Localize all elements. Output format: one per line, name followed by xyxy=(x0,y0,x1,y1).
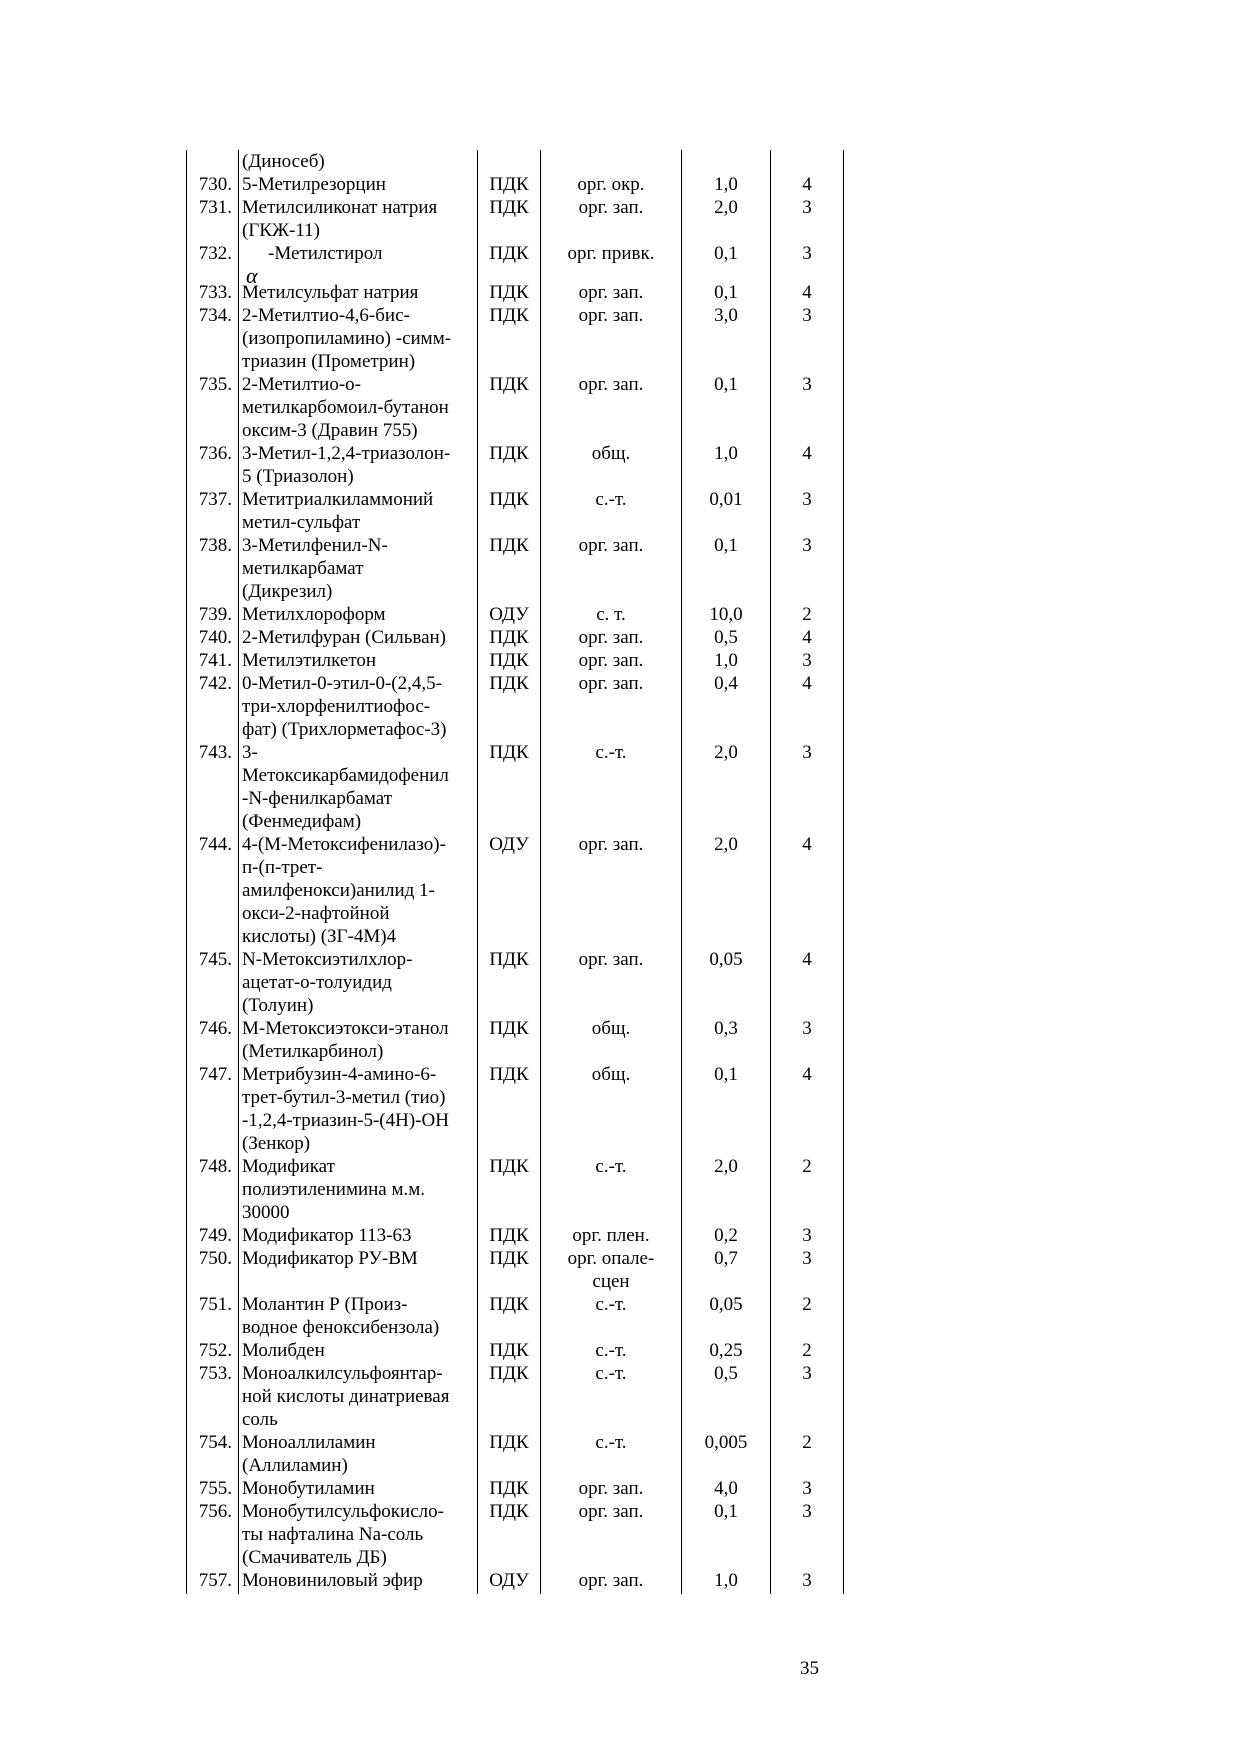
substance-name xyxy=(242,1339,476,1362)
norm-type: ПДК xyxy=(489,282,529,303)
substance-name-line: (ГКЖ-11) xyxy=(242,220,320,241)
hazard-class: 3 xyxy=(802,742,812,763)
hazard-class: 2 xyxy=(802,1340,812,1361)
row-number: 755. xyxy=(198,1478,232,1499)
row-number: 751. xyxy=(198,1294,232,1315)
hazard-class: 2 xyxy=(802,604,812,625)
substance-table xyxy=(186,150,845,1594)
substance-name-line: Моновиниловый эфир xyxy=(242,1570,423,1591)
row-number: 742. xyxy=(198,673,232,694)
substance-name-line: Модификатор РУ-ВМ xyxy=(242,1248,418,1269)
substance-name xyxy=(242,242,476,265)
hazard-class: 4 xyxy=(802,673,812,694)
harm-category: орг. зап. xyxy=(578,1570,644,1591)
substance-name-line: оксим-3 (Дравин 755) xyxy=(242,420,418,441)
column-divider xyxy=(540,150,541,1594)
hazard-class: 4 xyxy=(802,282,812,303)
hazard-class: 3 xyxy=(802,535,812,556)
substance-name xyxy=(242,488,476,534)
hazard-class: 3 xyxy=(802,1018,812,1039)
hazard-class: 4 xyxy=(802,174,812,195)
substance-name-line: -1,2,4-триазин-5-(4Н)-ОН xyxy=(242,1110,449,1131)
substance-name xyxy=(242,948,476,1017)
hazard-class: 4 xyxy=(802,1064,812,1085)
page-number: 35 xyxy=(800,1658,819,1679)
limit-value: 4,0 xyxy=(714,1478,738,1499)
limit-value: 10,0 xyxy=(709,604,743,625)
norm-type: ПДК xyxy=(489,650,529,671)
limit-value: 0,3 xyxy=(714,1018,738,1039)
substance-name xyxy=(242,1431,476,1477)
column-divider xyxy=(477,150,478,1594)
harm-category: орг. зап. xyxy=(578,949,644,970)
row-number: 735. xyxy=(198,374,232,395)
hazard-class: 3 xyxy=(802,1248,812,1269)
harm-category: орг. окр. xyxy=(577,174,645,195)
norm-type: ПДК xyxy=(489,1340,529,1361)
harm-category: с.-т. xyxy=(595,1156,627,1177)
norm-type: ПДК xyxy=(489,742,529,763)
norm-type: ОДУ xyxy=(489,604,529,625)
limit-value: 2,0 xyxy=(714,197,738,218)
substance-name-line: -N-фенилкарбамат xyxy=(242,788,393,809)
harm-category: орг. зап. xyxy=(578,535,644,556)
harm-category: орг. плен. xyxy=(572,1225,650,1246)
norm-type: ПДК xyxy=(489,1018,529,1039)
substance-name-line: метил-сульфат xyxy=(242,512,361,533)
row-number: 741. xyxy=(198,650,232,671)
substance-name xyxy=(242,304,476,373)
row-number: 745. xyxy=(198,949,232,970)
norm-type: ПДК xyxy=(489,174,529,195)
substance-name-line: 0-Метил-0-этил-0-(2,4,5- xyxy=(242,673,442,694)
hazard-class: 3 xyxy=(802,1478,812,1499)
harm-category: с.-т. xyxy=(595,1432,627,1453)
harm-category: орг. зап. xyxy=(578,374,644,395)
substance-name-line: (Метилкарбинол) xyxy=(242,1041,384,1062)
substance-name-line: Метоксикарбамидофенил xyxy=(242,765,449,786)
substance-name-line: полиэтиленимина м.м. xyxy=(242,1179,426,1200)
harm-category: с.-т. xyxy=(595,742,627,763)
substance-name-line: (Дикрезил) xyxy=(242,581,333,602)
harm-category: орг. зап. xyxy=(578,282,644,303)
substance-name xyxy=(242,1293,476,1339)
substance-name-line: Монобутилсульфокисло- xyxy=(242,1501,444,1522)
substance-name-line: Молантин Р (Произ- xyxy=(242,1294,408,1315)
substance-name-line: 3- xyxy=(242,742,258,763)
hazard-class: 3 xyxy=(802,305,812,326)
norm-type: ПДК xyxy=(489,374,529,395)
hazard-class: 4 xyxy=(802,627,812,648)
norm-type: ПДК xyxy=(489,1225,529,1246)
row-number: 746. xyxy=(198,1018,232,1039)
harm-category: с. т. xyxy=(596,604,626,625)
substance-name-line: соль xyxy=(242,1409,278,1430)
harm-category: с.-т. xyxy=(595,1294,627,1315)
limit-value: 0,2 xyxy=(714,1225,738,1246)
hazard-class: 3 xyxy=(802,243,812,264)
norm-type: ПДК xyxy=(489,443,529,464)
row-number: 744. xyxy=(198,834,232,855)
substance-name-line: (изопропиламино) -симм- xyxy=(242,328,452,349)
substance-name-line: метилкарбомоил-бутанон xyxy=(242,397,449,418)
norm-type: ПДК xyxy=(489,489,529,510)
hazard-class: 2 xyxy=(802,1432,812,1453)
hazard-class: 3 xyxy=(802,650,812,671)
substance-name-line: п-(п-трет- xyxy=(242,857,323,878)
norm-type: ПДК xyxy=(489,1501,529,1522)
limit-value: 0,05 xyxy=(709,949,743,970)
substance-name-line: три-хлорфенилтиофос- xyxy=(242,696,431,717)
substance-name-line: Модификат xyxy=(242,1156,335,1177)
limit-value: 0,1 xyxy=(714,1501,738,1522)
hazard-class: 4 xyxy=(802,834,812,855)
limit-value: 1,0 xyxy=(714,650,738,671)
row-number: 750. xyxy=(198,1248,232,1269)
limit-value: 0,5 xyxy=(714,1363,738,1384)
row-number: 734. xyxy=(198,305,232,326)
hazard-class: 4 xyxy=(802,443,812,464)
hazard-class: 4 xyxy=(802,949,812,970)
substance-name xyxy=(242,442,476,488)
norm-type: ПДК xyxy=(489,1432,529,1453)
limit-value: 0,1 xyxy=(714,282,738,303)
hazard-class: 3 xyxy=(802,1363,812,1384)
substance-name-line: трет-бутил-3-метил (тио) xyxy=(242,1087,446,1108)
substance-name-line: амилфенокси)анилид 1- xyxy=(242,880,435,901)
substance-name-line: Метилсульфат натрия xyxy=(242,282,419,303)
row-number: 737. xyxy=(198,489,232,510)
substance-name xyxy=(242,603,476,626)
substance-name xyxy=(242,281,476,304)
norm-type: ПДК xyxy=(489,305,529,326)
row-number: 731. xyxy=(198,197,232,218)
substance-name xyxy=(242,373,476,442)
substance-name-line: 4-(М-Метоксифенилазо)- xyxy=(242,834,446,855)
limit-value: 0,1 xyxy=(714,243,738,264)
norm-type: ПДК xyxy=(489,243,529,264)
norm-type: ПДК xyxy=(489,1248,529,1269)
substance-name-line: 2-Метилтио-4,6-бис- xyxy=(242,305,410,326)
substance-name-line: кислоты) (ЗГ-4М)4 xyxy=(242,926,397,947)
row-number: 740. xyxy=(198,627,232,648)
substance-name-line: Метилсиликонат натрия xyxy=(242,197,438,218)
substance-name xyxy=(242,196,476,242)
column-divider xyxy=(681,150,682,1594)
harm-category: орг. зап. xyxy=(578,305,644,326)
harm-category: общ. xyxy=(591,1064,631,1085)
norm-type: ОДУ xyxy=(489,1570,529,1591)
substance-name xyxy=(242,672,476,741)
substance-name xyxy=(242,534,476,603)
substance-name xyxy=(242,173,476,196)
limit-value: 0,1 xyxy=(714,374,738,395)
substance-name xyxy=(242,626,476,649)
harm-category: общ. xyxy=(591,443,631,464)
limit-value: 3,0 xyxy=(714,305,738,326)
limit-value: 0,1 xyxy=(714,535,738,556)
substance-name-line: (Диносеб) xyxy=(242,151,325,172)
row-number: 752. xyxy=(198,1340,232,1361)
hazard-class: 3 xyxy=(802,1225,812,1246)
substance-name-line: ной кислоты динатриевая xyxy=(242,1386,450,1407)
substance-name xyxy=(242,1155,476,1224)
substance-name-line: -Метилстирол xyxy=(268,243,383,264)
substance-name-line: Моноалкилсульфоянтар- xyxy=(242,1363,443,1384)
norm-type: ПДК xyxy=(489,949,529,970)
harm-category: орг. зап. xyxy=(578,834,644,855)
substance-name xyxy=(242,833,476,948)
substance-name-line: (Фенмедифам) xyxy=(242,811,362,832)
substance-name-line: 5-Метилрезорцин xyxy=(242,174,386,195)
substance-name-line: (Зенкор) xyxy=(242,1133,311,1154)
substance-name xyxy=(242,150,476,173)
substance-name-line: Метитриалкиламмоний xyxy=(242,489,434,510)
limit-value: 0,7 xyxy=(714,1248,738,1269)
norm-type: ПДК xyxy=(489,627,529,648)
substance-name-line: Монобутиламин xyxy=(242,1478,375,1499)
limit-value: 0,01 xyxy=(709,489,743,510)
limit-value: 2,0 xyxy=(714,1156,738,1177)
substance-name-line: (Толуин) xyxy=(242,995,314,1016)
harm-category: орг. опале- сцен xyxy=(567,1248,655,1292)
substance-name-line: 2-Метилтио-о- xyxy=(242,374,361,395)
harm-category: с.-т. xyxy=(595,1363,627,1384)
substance-name xyxy=(242,1247,476,1270)
substance-name-line: Моноаллиламин xyxy=(242,1432,376,1453)
hazard-class: 3 xyxy=(802,197,812,218)
limit-value: 0,5 xyxy=(714,627,738,648)
limit-value: 0,05 xyxy=(709,1294,743,1315)
row-number: 730. xyxy=(198,174,232,195)
hazard-class: 2 xyxy=(802,1156,812,1177)
row-number: 733. xyxy=(198,282,232,303)
row-number: 738. xyxy=(198,535,232,556)
alpha-symbol: α xyxy=(246,263,258,288)
substance-name xyxy=(242,741,476,833)
substance-name-line: ты нафталина Na-соль xyxy=(242,1524,424,1545)
row-number: 732. xyxy=(198,243,232,264)
harm-category: орг. зап. xyxy=(578,1478,644,1499)
harm-category: орг. зап. xyxy=(578,650,644,671)
limit-value: 0,005 xyxy=(704,1432,748,1453)
substance-name-line: (Смачиватель ДБ) xyxy=(242,1547,387,1568)
substance-name xyxy=(242,1362,476,1431)
limit-value: 1,0 xyxy=(714,174,738,195)
norm-type: ПДК xyxy=(489,1294,529,1315)
row-number: 747. xyxy=(198,1064,232,1085)
row-number: 753. xyxy=(198,1363,232,1384)
hazard-class: 3 xyxy=(802,374,812,395)
norm-type: ПДК xyxy=(489,1363,529,1384)
norm-type: ПДК xyxy=(489,535,529,556)
substance-name-line: N-Метоксиэтилхлор- xyxy=(242,949,413,970)
substance-name-line: Метилхлороформ xyxy=(242,604,386,625)
substance-name-line: М-Метоксиэтокси-этанол xyxy=(242,1018,449,1039)
substance-name-line: Метилэтилкетон xyxy=(242,650,377,671)
norm-type: ПДК xyxy=(489,1064,529,1085)
substance-name xyxy=(242,1500,476,1569)
row-number: 748. xyxy=(198,1156,232,1177)
limit-value: 2,0 xyxy=(714,834,738,855)
substance-name-line: 5 (Триазолон) xyxy=(242,466,354,487)
norm-type: ПДК xyxy=(489,673,529,694)
row-number: 739. xyxy=(198,604,232,625)
row-number: 736. xyxy=(198,443,232,464)
hazard-class: 3 xyxy=(802,1501,812,1522)
row-number: 757. xyxy=(198,1570,232,1591)
substance-name-line: окси-2-нафтойной xyxy=(242,903,390,924)
substance-name-line: метилкарбамат xyxy=(242,558,364,579)
column-divider xyxy=(770,150,771,1594)
harm-category: с.-т. xyxy=(595,489,627,510)
substance-name-line: Модификатор 113-63 xyxy=(242,1225,412,1246)
substance-name-line: Молибден xyxy=(242,1340,325,1361)
harm-category: орг. зап. xyxy=(578,197,644,218)
hazard-class: 3 xyxy=(802,489,812,510)
row-number: 754. xyxy=(198,1432,232,1453)
substance-name xyxy=(242,649,476,672)
row-number: 749. xyxy=(198,1225,232,1246)
harm-category: орг. зап. xyxy=(578,673,644,694)
substance-name-line: Метрибузин-4-амино-6- xyxy=(242,1064,437,1085)
limit-value: 0,25 xyxy=(709,1340,743,1361)
harm-category: с.-т. xyxy=(595,1340,627,1361)
harm-category: орг. зап. xyxy=(578,627,644,648)
norm-type: ОДУ xyxy=(489,834,529,855)
limit-value: 0,1 xyxy=(714,1064,738,1085)
row-number: 743. xyxy=(198,742,232,763)
limit-value: 2,0 xyxy=(714,742,738,763)
column-divider xyxy=(238,150,239,1594)
substance-name xyxy=(242,1017,476,1063)
limit-value: 1,0 xyxy=(714,443,738,464)
substance-name-line: ацетат-о-толуидид xyxy=(242,972,392,993)
substance-name xyxy=(242,1063,476,1155)
limit-value: 1,0 xyxy=(714,1570,738,1591)
hazard-class: 2 xyxy=(802,1294,812,1315)
substance-name-line: 2-Метилфуран (Сильван) xyxy=(242,627,447,648)
harm-category: общ. xyxy=(591,1018,631,1039)
substance-name xyxy=(242,1224,476,1247)
limit-value: 0,4 xyxy=(714,673,738,694)
substance-name-line: 3-Метил-1,2,4-триазолон- xyxy=(242,443,451,464)
substance-name xyxy=(242,1569,476,1592)
substance-name-line: водное феноксибензола) xyxy=(242,1317,440,1338)
table-border-right xyxy=(843,150,844,1594)
harm-category: орг. зап. xyxy=(578,1501,644,1522)
substance-name-line: 30000 xyxy=(242,1202,290,1223)
norm-type: ПДК xyxy=(489,197,529,218)
substance-name-line: фат) (Трихлорметафос-3) xyxy=(242,719,447,740)
norm-type: ПДК xyxy=(489,1156,529,1177)
substance-name-line: триазин (Прометрин) xyxy=(242,351,416,372)
row-number: 756. xyxy=(198,1501,232,1522)
substance-name-line: (Аллиламин) xyxy=(242,1455,348,1476)
substance-name-line: 3-Метилфенил-N- xyxy=(242,535,388,556)
norm-type: ПДК xyxy=(489,1478,529,1499)
harm-category: орг. привк. xyxy=(567,243,655,264)
substance-name xyxy=(242,1477,476,1500)
hazard-class: 3 xyxy=(802,1570,812,1591)
